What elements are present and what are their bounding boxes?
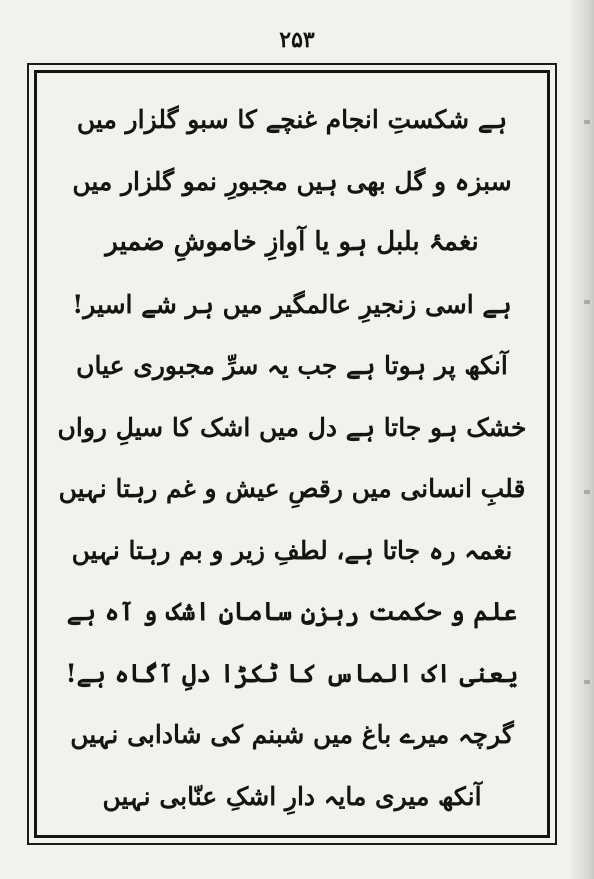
verse-line: خشک ہو جاتا ہے دل میں اشک کا سیلِ رواں: [57, 412, 527, 442]
page-border: [27, 63, 557, 845]
verse-line: آنکھ پر ہوتا ہے جب یہ سرِّ مجبوری عیاں: [76, 351, 508, 380]
verse-line: آنکھ میری مایہ دارِ اشکِ عنّابی نہیں: [102, 781, 482, 811]
verse-line: قلبِ انسانی میں رقصِ عیش و غم رہتا نہیں: [58, 474, 526, 503]
binding-mark: [584, 680, 590, 684]
verse-line: نغمہ رہ جاتا ہے، لطفِ زیر و بم رہتا نہیں: [71, 535, 513, 565]
verse-line: ہے اسی زنجیرِ عالمگیر میں ہر شے اسیر!: [72, 289, 512, 319]
verse-line: گرچہ میرے باغ میں شبنم کی شادابی نہیں: [70, 720, 514, 749]
binding-mark: [584, 490, 590, 494]
page-edge: [572, 0, 594, 879]
binding-mark: [584, 120, 590, 124]
verse-line: نغمۂ بلبل ہو یا آوازِ خاموشِ ضمیر: [105, 227, 479, 257]
verse-line: ہے شکستِ انجام غنچے کا سبو گلزار میں: [76, 105, 508, 134]
poem-body: [29, 89, 555, 827]
verse-line: علم و حکمت رہزنِ سامانِ اشک و آہ ہے: [66, 597, 518, 626]
binding-mark: [584, 300, 590, 304]
verse-line: یعنی اک الماس کا ٹکڑا دلِ آگاہ ہے!: [65, 658, 519, 688]
page-number: ۲۵۳: [279, 27, 315, 53]
verse-line: سبزہ و گل بھی ہیں مجبورِ نمو گلزار میں: [72, 166, 512, 196]
